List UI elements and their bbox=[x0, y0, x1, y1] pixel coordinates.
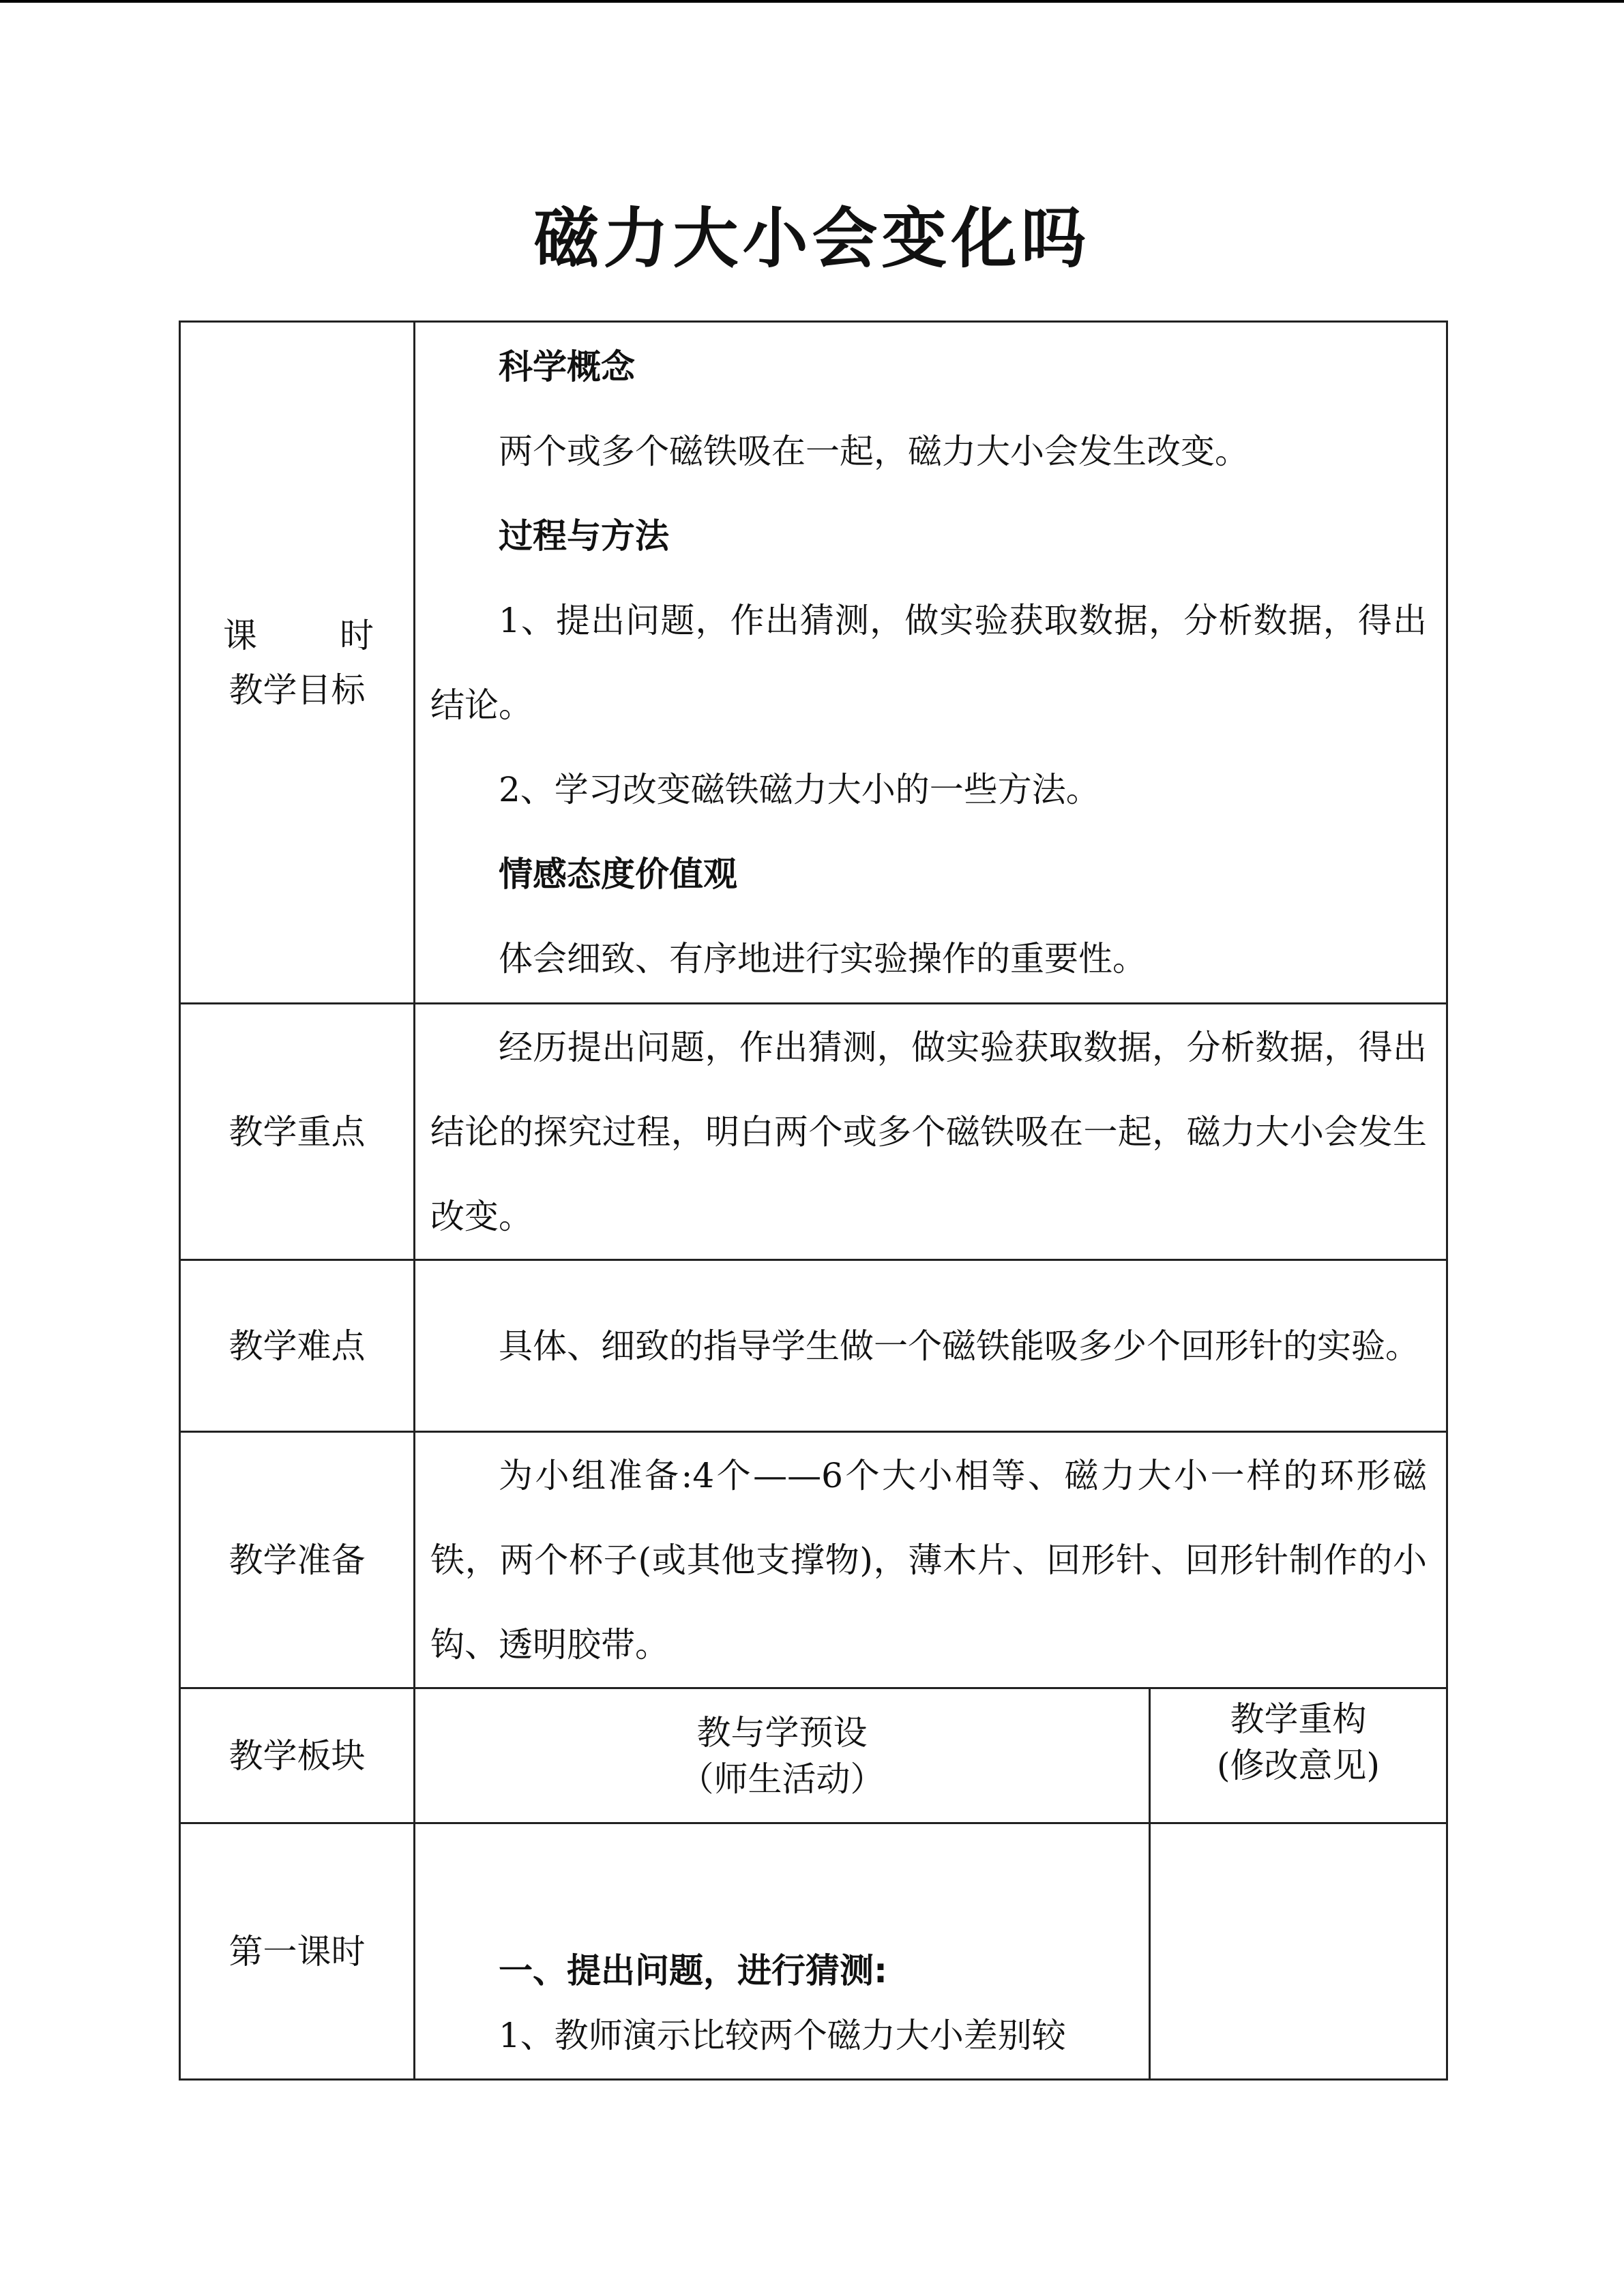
sections-header-restructure bbox=[1150, 1688, 1447, 1823]
sections-header-label: 教学板块 bbox=[180, 1688, 415, 1823]
objectives-label-line2: 教学目标 bbox=[228, 670, 366, 710]
preparation-label: 教学准备 bbox=[180, 1432, 415, 1688]
difficulties-content bbox=[415, 1260, 1447, 1432]
activities-header-line1: 教与学预设 bbox=[696, 1712, 868, 1753]
difficulties-row bbox=[180, 1260, 1447, 1432]
objectives-process-item-2: 2、学习改变磁铁磁力大小的一些方法。 bbox=[499, 769, 1100, 809]
first-lesson-spacer bbox=[430, 1824, 1130, 1940]
page-title: 磁力大小会变化吗 bbox=[533, 200, 1091, 277]
preparation-content bbox=[415, 1432, 1447, 1688]
objectives-heading-concept: 科学概念 bbox=[499, 346, 635, 387]
first-lesson-label: 第一课时 bbox=[180, 1823, 415, 2080]
key-points-content bbox=[415, 1004, 1447, 1260]
restructure-header-line2: (修改意见) bbox=[1216, 1746, 1380, 1785]
restructure-header-line1: 教学重构 bbox=[1230, 1699, 1367, 1739]
objectives-concept-text: 两个或多个磁铁吸在一起，磁力大小会发生改变。 bbox=[499, 431, 1249, 471]
preparation-text: 为小组准备:4个——6个大小相等、磁力大小一样的环形磁铁，两个杯子(或其他支撑物)，薄木片、回形针、回形针制作的小钩、透明胶带。 bbox=[430, 1455, 1427, 1665]
sections-header-activities bbox=[415, 1688, 1150, 1823]
lesson-plan-table bbox=[179, 320, 1448, 2081]
first-lesson-row bbox=[180, 1823, 1447, 2080]
objectives-label-cell bbox=[180, 322, 415, 1004]
first-lesson-activities bbox=[415, 1823, 1150, 2080]
difficulties-label: 教学难点 bbox=[180, 1260, 415, 1432]
objectives-content-cell bbox=[415, 322, 1447, 1004]
objectives-label-line1: 课 时 bbox=[223, 615, 374, 655]
objectives-attitude-text: 体会细致、有序地进行实验操作的重要性。 bbox=[499, 938, 1147, 979]
first-lesson-restructure-cell bbox=[1150, 1823, 1447, 2080]
objectives-heading-process: 过程与方法 bbox=[499, 516, 669, 556]
activities-header-line2: （师生活动） bbox=[679, 1759, 885, 1799]
objectives-row bbox=[180, 322, 1447, 1004]
difficulties-text: 具体、细致的指导学生做一个磁铁能吸多少个回形针的实验。 bbox=[499, 1326, 1419, 1366]
first-lesson-heading: 一、提出问题，进行猜测: bbox=[499, 1951, 887, 1991]
objectives-heading-attitude: 情感态度价值观 bbox=[499, 854, 737, 894]
objectives-process-item-1: 1、提出问题，作出猜测，做实验获取数据，分析数据，得出结论。 bbox=[430, 600, 1427, 725]
sections-header-row bbox=[180, 1688, 1447, 1823]
key-points-label: 教学重点 bbox=[180, 1004, 415, 1260]
first-lesson-text: 1、教师演示比较两个磁力大小差别较 bbox=[499, 2016, 1066, 2055]
page-top-border bbox=[0, 0, 1624, 3]
key-points-text: 经历提出问题，作出猜测，做实验获取数据，分析数据，得出结论的探究过程，明白两个或多个磁铁吸在一起，磁力大小会发生改变。 bbox=[430, 1027, 1427, 1236]
preparation-row bbox=[180, 1432, 1447, 1688]
key-points-row bbox=[180, 1004, 1447, 1260]
